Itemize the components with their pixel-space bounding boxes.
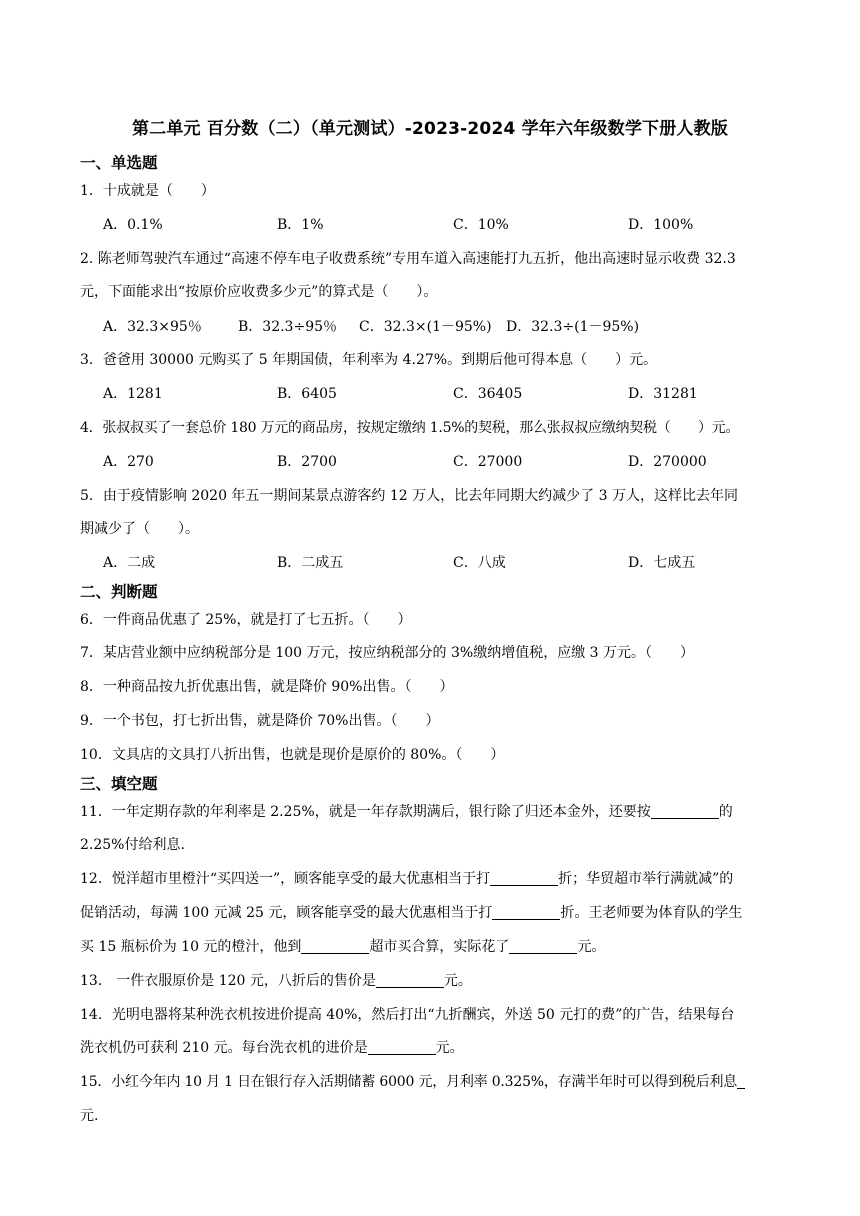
question-1-option-c: C．10%: [453, 217, 509, 233]
question-2-option-d: D．32.3÷(1－95%): [506, 319, 640, 335]
question-1-option-b: B．1%: [277, 217, 324, 233]
question-14-line1: 14．光明电器将某种洗衣机按进价提高 40%，然后打出“九折酬宾，外送 50 元打的费”的广告，结果每台: [80, 1007, 735, 1023]
question-12-text-a: 12．悦洋超市里橙汁“买四送一”，顾客能享受的最大优惠相当于打: [80, 871, 491, 887]
question-3-option-b: B．6405: [277, 386, 337, 402]
question-6: 6．一件商品优惠了 25%，就是打了七五折。（ ）: [80, 612, 412, 628]
question-12-text-d: 折。王老师要为体育队的学生: [560, 905, 743, 921]
question-2-option-b: B．32.3÷95％: [238, 319, 338, 335]
question-2-stem-line2: 元，下面能求出“按原价应收费多少元”的算式是（ ）。: [80, 284, 438, 300]
question-15-line2: 元.: [80, 1108, 99, 1124]
answer-blank[interactable]: [368, 1040, 436, 1055]
question-12-text-b: 折；华贸超市举行满就减”的: [558, 871, 734, 887]
question-2-stem-line1: 2. 陈老师驾驶汽车通过“高速不停车电子收费系统”专用车道入高速能打九五折，他出高速时显示收费 32.3: [80, 251, 736, 267]
question-3-option-a: A．1281: [103, 386, 163, 402]
section-heading-single-choice: 一、单选题: [80, 154, 158, 172]
question-12-line3: [80, 936, 605, 956]
question-2-option-c: C．32.3×(1－95%): [359, 319, 492, 335]
question-5-option-c: C．八成: [453, 555, 506, 571]
question-5-option-b: B．二成五: [277, 555, 344, 571]
question-12-line1: [80, 868, 733, 888]
question-4-stem: 4．张叔叔买了一套总价 180 万元的商品房，按规定缴纳 1.5%的契税，那么张叔叔应缴纳契税（ ）元。: [80, 420, 740, 436]
question-11-text-b: 的: [718, 804, 733, 820]
answer-blank[interactable]: [509, 939, 577, 954]
question-7: 7．某店营业额中应纳税部分是 100 万元，按应纳税部分的 3%缴纳增值税，应缴 3 万元。（ ）: [80, 645, 694, 661]
question-12-text-c: 促销活动，每满 100 元减 25 元，顾客能享受的最大优惠相当于打: [80, 905, 493, 921]
question-12-text-g: 元。: [577, 939, 606, 955]
question-2-option-a: A．32.3×95％: [103, 319, 202, 335]
question-9: 9．一个书包，打七折出售，就是降价 70%出售。（ ）: [80, 713, 440, 729]
answer-blank[interactable]: [651, 804, 719, 819]
answer-blank[interactable]: [376, 973, 444, 988]
question-3-stem: 3．爸爸用 30000 元购买了 5 年期国债，年利率为 4.27%。到期后他可得本息（ ）元。: [80, 352, 658, 368]
question-8: 8．一种商品按九折优惠出售，就是降价 90%出售。（ ）: [80, 679, 454, 695]
question-11-line1: [80, 801, 733, 821]
question-15-line1: [80, 1071, 745, 1091]
question-14-text-c: 元。: [435, 1040, 464, 1056]
question-4-option-c: C．27000: [453, 454, 523, 470]
question-13-text-b: 元。: [443, 973, 472, 989]
question-11-line2: 2.25%付给利息.: [80, 837, 185, 853]
question-10: 10．文具店的文具打八折出售，也就是现价是原价的 80%。（ ）: [80, 747, 505, 763]
question-1-option-d: D．100%: [628, 217, 694, 233]
question-3-option-c: C．36405: [453, 386, 523, 402]
question-13: [80, 970, 472, 990]
question-4-option-a: A．270: [103, 454, 154, 470]
question-1-stem: 1．十成就是（ ）: [80, 183, 215, 199]
section-heading-true-false: 二、判断题: [80, 583, 158, 601]
answer-blank[interactable]: [301, 939, 369, 954]
question-12-line2: [80, 902, 742, 922]
question-5-stem-line1: 5．由于疫情影响 2020 年五一期间某景点游客约 12 万人，比去年同期大约减少了 3 万人，这样比去年同: [80, 488, 738, 504]
section-heading-fill-blank: 三、填空题: [80, 775, 158, 793]
question-11-text-a: 11．一年定期存款的年利率是 2.25%，就是一年存款期满后，银行除了归还本金外，还要按: [80, 804, 651, 820]
question-5-stem-line2: 期减少了（ ）。: [80, 521, 199, 537]
answer-blank[interactable]: [492, 905, 560, 920]
answer-blank[interactable]: [737, 1074, 745, 1089]
question-5-option-a: A．二成: [103, 555, 156, 571]
question-14-line2: [80, 1037, 464, 1057]
answer-blank[interactable]: [490, 871, 558, 886]
page-title: 第二单元 百分数（二）（单元测试）-2023-2024 学年六年级数学下册人教版: [131, 119, 729, 139]
question-15-text-a: 15．小红今年内 10 月 1 日在银行存入活期储蓄 6000 元，月利率 0.325%，存满半年时可以得到税后利息: [80, 1074, 738, 1090]
question-1-option-a: A．0.1%: [103, 217, 163, 233]
question-12-text-e: 买 15 瓶标价为 10 元的橙汁，他到: [80, 939, 302, 955]
question-14-text-b: 洗衣机仍可获利 210 元。每台洗衣机的进价是: [80, 1040, 368, 1056]
question-13-text-a: 13． 一件衣服原价是 120 元，八折后的售价是: [80, 973, 376, 989]
question-5-option-d: D．七成五: [628, 555, 696, 571]
question-12-text-f: 超市买合算，实际花了: [369, 939, 510, 955]
question-4-option-d: D．270000: [628, 454, 707, 470]
question-3-option-d: D．31281: [628, 386, 698, 402]
question-4-option-b: B．2700: [277, 454, 337, 470]
